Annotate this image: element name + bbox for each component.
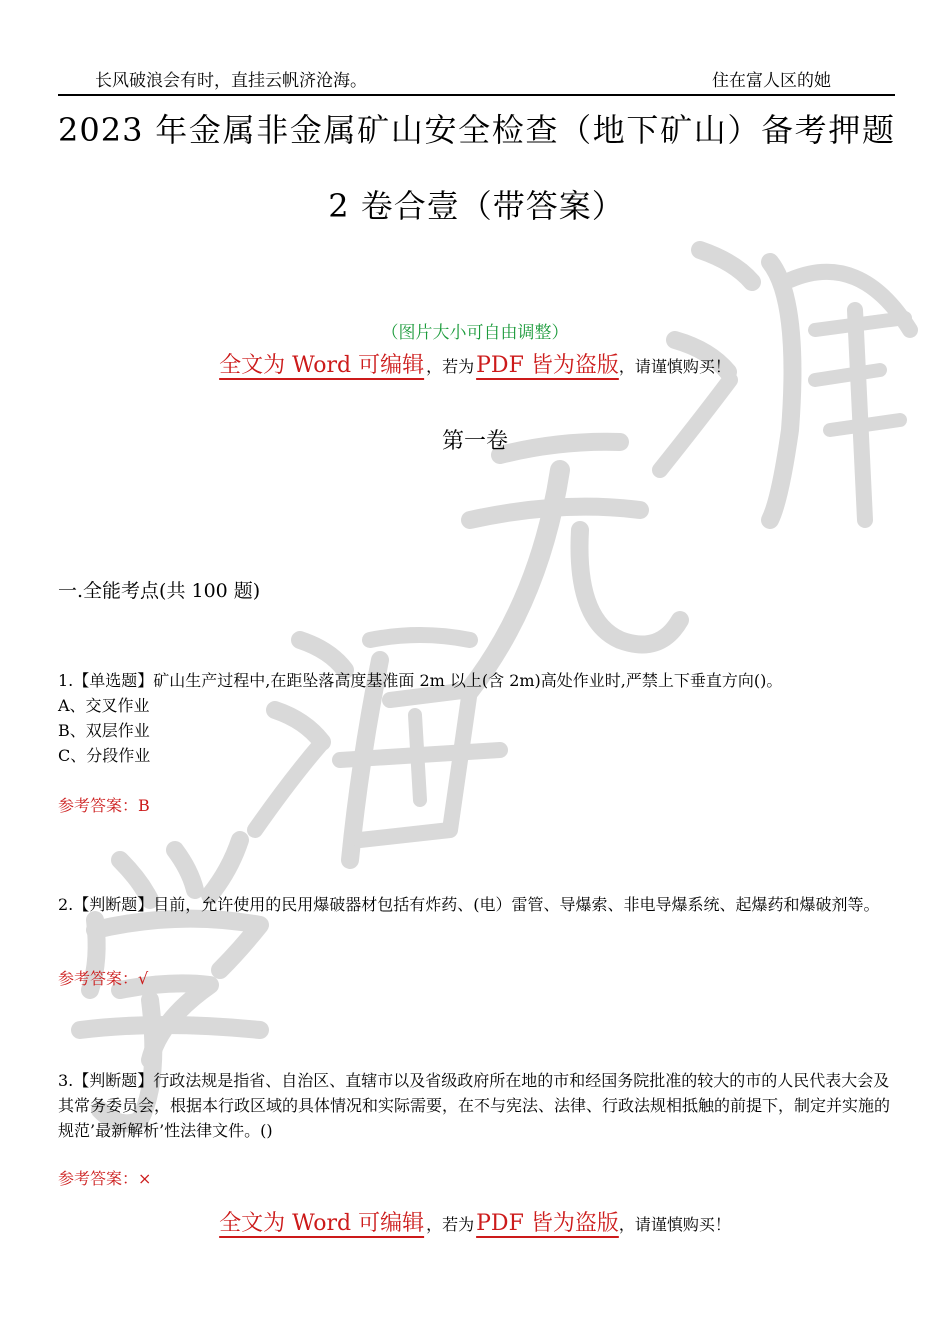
question-stem: 1.【单选题】矿山生产过程中,在距坠落高度基准面 2m 以上(含 2m)高处作业时,严禁上下垂直方向()。 (58, 671, 783, 690)
option-b: B、双层作业 (58, 721, 150, 740)
notice-word-editable: 全文为 Word 可编辑 (219, 1211, 425, 1236)
answer-2: 参考答案：√ (58, 969, 149, 988)
notice-caution: ，请谨慎购买！ (618, 357, 731, 376)
image-size-note: （图片大小可自由调整） (381, 323, 569, 343)
answer-1: 参考答案：B (58, 796, 150, 815)
volume-title: 第一卷 (441, 429, 508, 454)
notice-caution: ，请谨慎购买！ (618, 1215, 731, 1234)
option-a: A、交叉作业 (58, 696, 150, 715)
notice-connector: ，若为 (426, 1215, 475, 1234)
question-3 (58, 1068, 895, 1143)
answer-3: 参考答案：× (58, 1169, 152, 1188)
header-left-text: 长风破浪会有时，直挂云帆济沧海。 (95, 71, 367, 91)
option-c: C、分段作业 (58, 746, 151, 765)
question-1 (58, 668, 895, 768)
notice-connector: ，若为 (426, 357, 475, 376)
copyright-notice-bottom (0, 1206, 950, 1237)
question-stem: 3.【判断题】行政法规是指省、自治区、直辖市以及省级政府所在地的市和经国务院批准的较大的市的人民代表大会及其常务委员会，根据本行政区域的具体情况和实际需要，在不与宪法、法律、行政法规相抵触的前提下，制定并实施的规范’最新解析’性法律文件。() (58, 1071, 891, 1140)
document-title: 2023 年金属非金属矿山安全检查（地下矿山）备考押题 2 卷合壹（带答案） (58, 111, 895, 225)
notice-pdf-pirated: PDF 皆为盗版 (476, 353, 619, 378)
section-title: 一.全能考点(共 100 题) (58, 580, 261, 602)
copyright-notice-top (0, 348, 950, 379)
notice-pdf-pirated: PDF 皆为盗版 (476, 1211, 619, 1236)
header-right-text: 住在富人区的她 (712, 71, 831, 91)
question-stem: 2.【判断题】目前，允许使用的民用爆破器材包括有炸药、(电）雷管、导爆索、非电导爆系统、起爆药和爆破剂等。 (58, 895, 880, 914)
notice-word-editable: 全文为 Word 可编辑 (219, 353, 425, 378)
question-2 (58, 892, 895, 917)
